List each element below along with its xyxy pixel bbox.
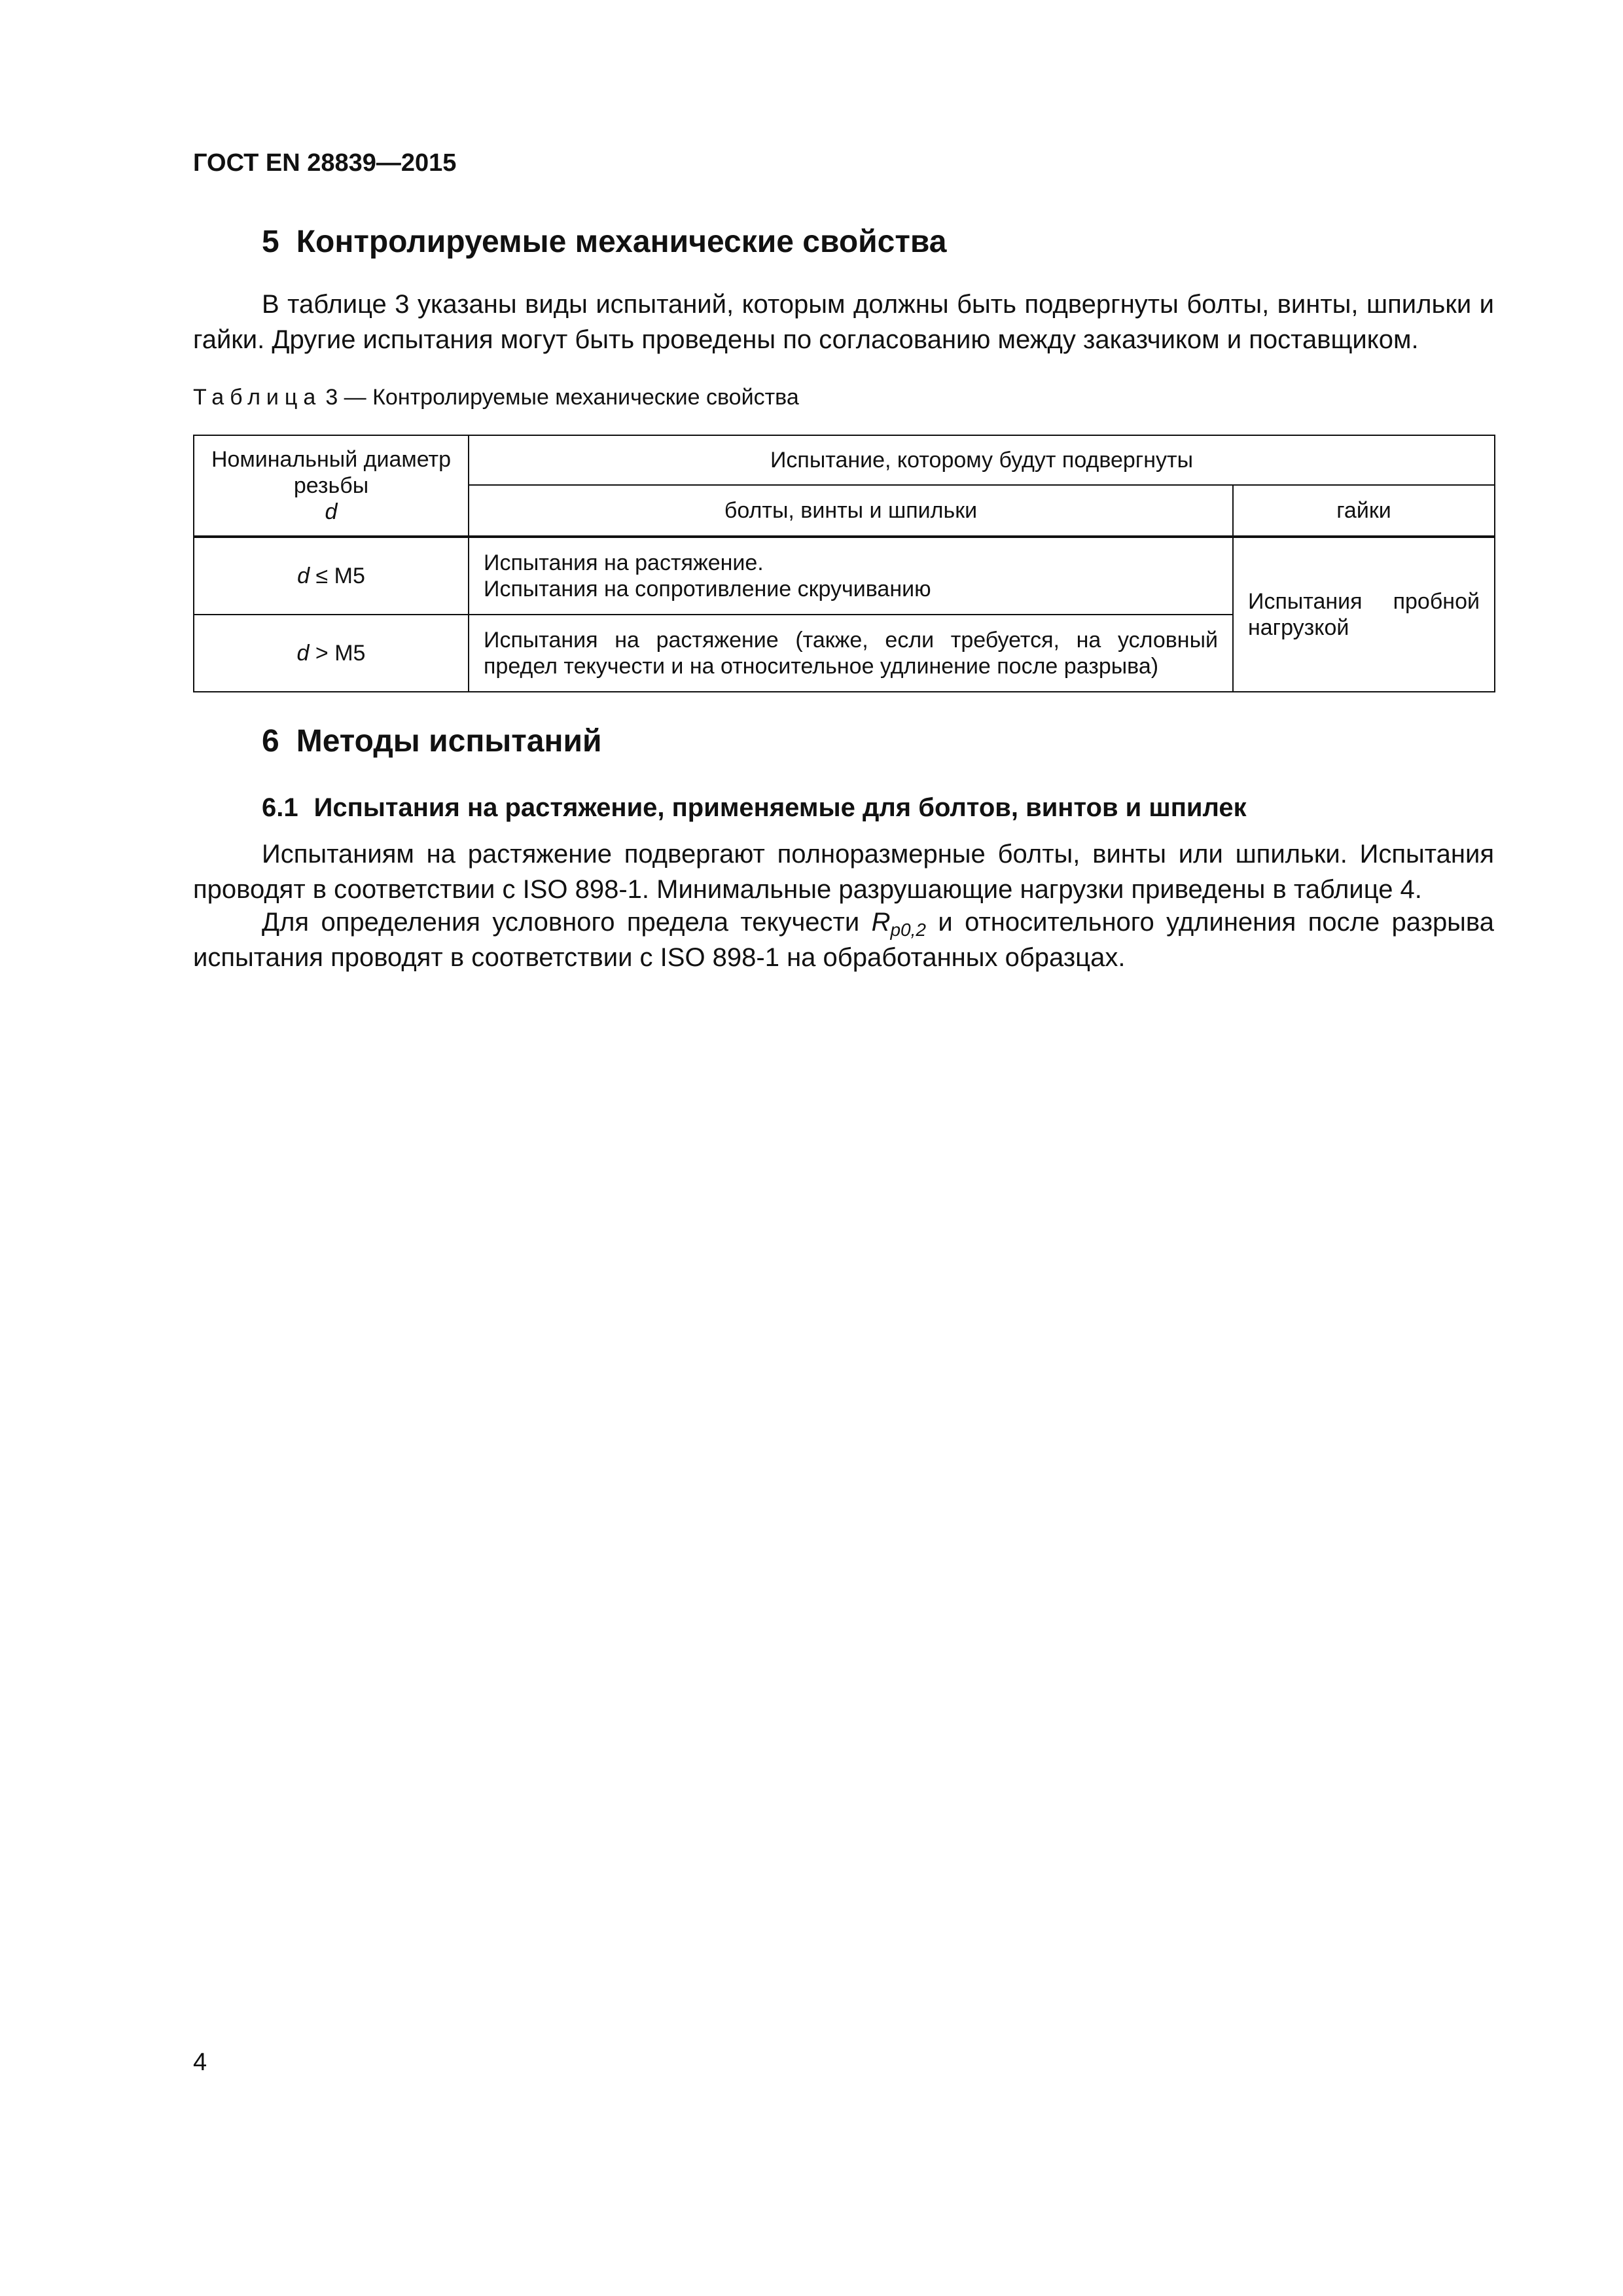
yield-strength-symbol: R [871,908,891,937]
header-bolts-cell: болты, винты и шпильки [469,485,1233,537]
table-caption-label: Таблица [193,385,322,410]
subsection-number: 6.1 [262,793,298,822]
subscript-text: p0,2 [890,920,926,940]
bolts-test-line: Испытания на сопротивление скручиванию [484,577,931,601]
section-6-heading [262,723,602,759]
header-diameter-symbol: d [325,499,338,524]
standard-header: ГОСТ EN 28839—2015 [193,149,457,177]
header-diameter-line2: резьбы [293,473,369,498]
header-diameter-line1: Номинальный диаметр [211,447,452,472]
subsection-title: Испытания на растяжение, применяемые для болтов, винтов и шпилек [313,793,1247,822]
diameter-cell [194,537,469,615]
table-header-row [194,435,1495,485]
header-nuts-cell: гайки [1233,485,1495,537]
section-number: 5 [262,224,279,259]
table-caption [193,385,799,410]
diameter-cell [194,615,469,692]
diameter-condition: ≤ M5 [310,564,365,588]
yield-strength-subscript [890,920,926,940]
header-test-group: Испытание, которому будут подвергнуты [469,435,1495,485]
diameter-symbol: d [297,564,310,588]
nuts-tests-cell: Испытания пробной нагрузкой [1233,537,1495,692]
section-title: Контролируемые механические свойства [296,224,947,259]
diameter-symbol: d [296,641,310,666]
subsection-6-1-heading [262,793,1247,823]
header-diameter-cell [194,435,469,537]
table-row [194,537,1495,615]
table-3 [193,435,1495,692]
section-title: Методы испытаний [296,724,602,759]
bolts-tests-cell [469,537,1233,615]
page-number: 4 [193,2049,207,2076]
para-text: и относительного удлинения после разрыва испытания проводят в соответствии с ISO 898-1 на обработанных образцах. [193,908,1494,972]
section-5-heading [262,224,946,260]
diameter-condition: > M5 [309,641,366,666]
section-5-paragraph: В таблице 3 указаны виды испытаний, которым должны быть подвергнуты болты, винты, шпильки и гайки. Другие испытания могут быть проведены по согласованию между заказчиком и поставщиком. [193,290,1494,354]
table-caption-title: 3 — Контролируемые механические свойства [325,385,799,410]
subsection-6-1-paragraph-2 [193,905,1494,975]
bolts-tests-cell: Испытания на растяжение (также, если требуется, на условный предел текучести и на относительное удлинение после разрыва) [469,615,1233,692]
section-number: 6 [262,724,279,759]
subsection-6-1-paragraph-1: Испытаниям на растяжение подвергают полноразмерные болты, винты или шпильки. Испытания проводят в соответствии с ISO 898-1. Минимальные разрушающие нагрузки приведены в таблице 4. [193,840,1494,904]
para-text: Для определения условного предела текучести [262,908,872,937]
bolts-test-line: Испытания на растяжение. [484,550,764,575]
